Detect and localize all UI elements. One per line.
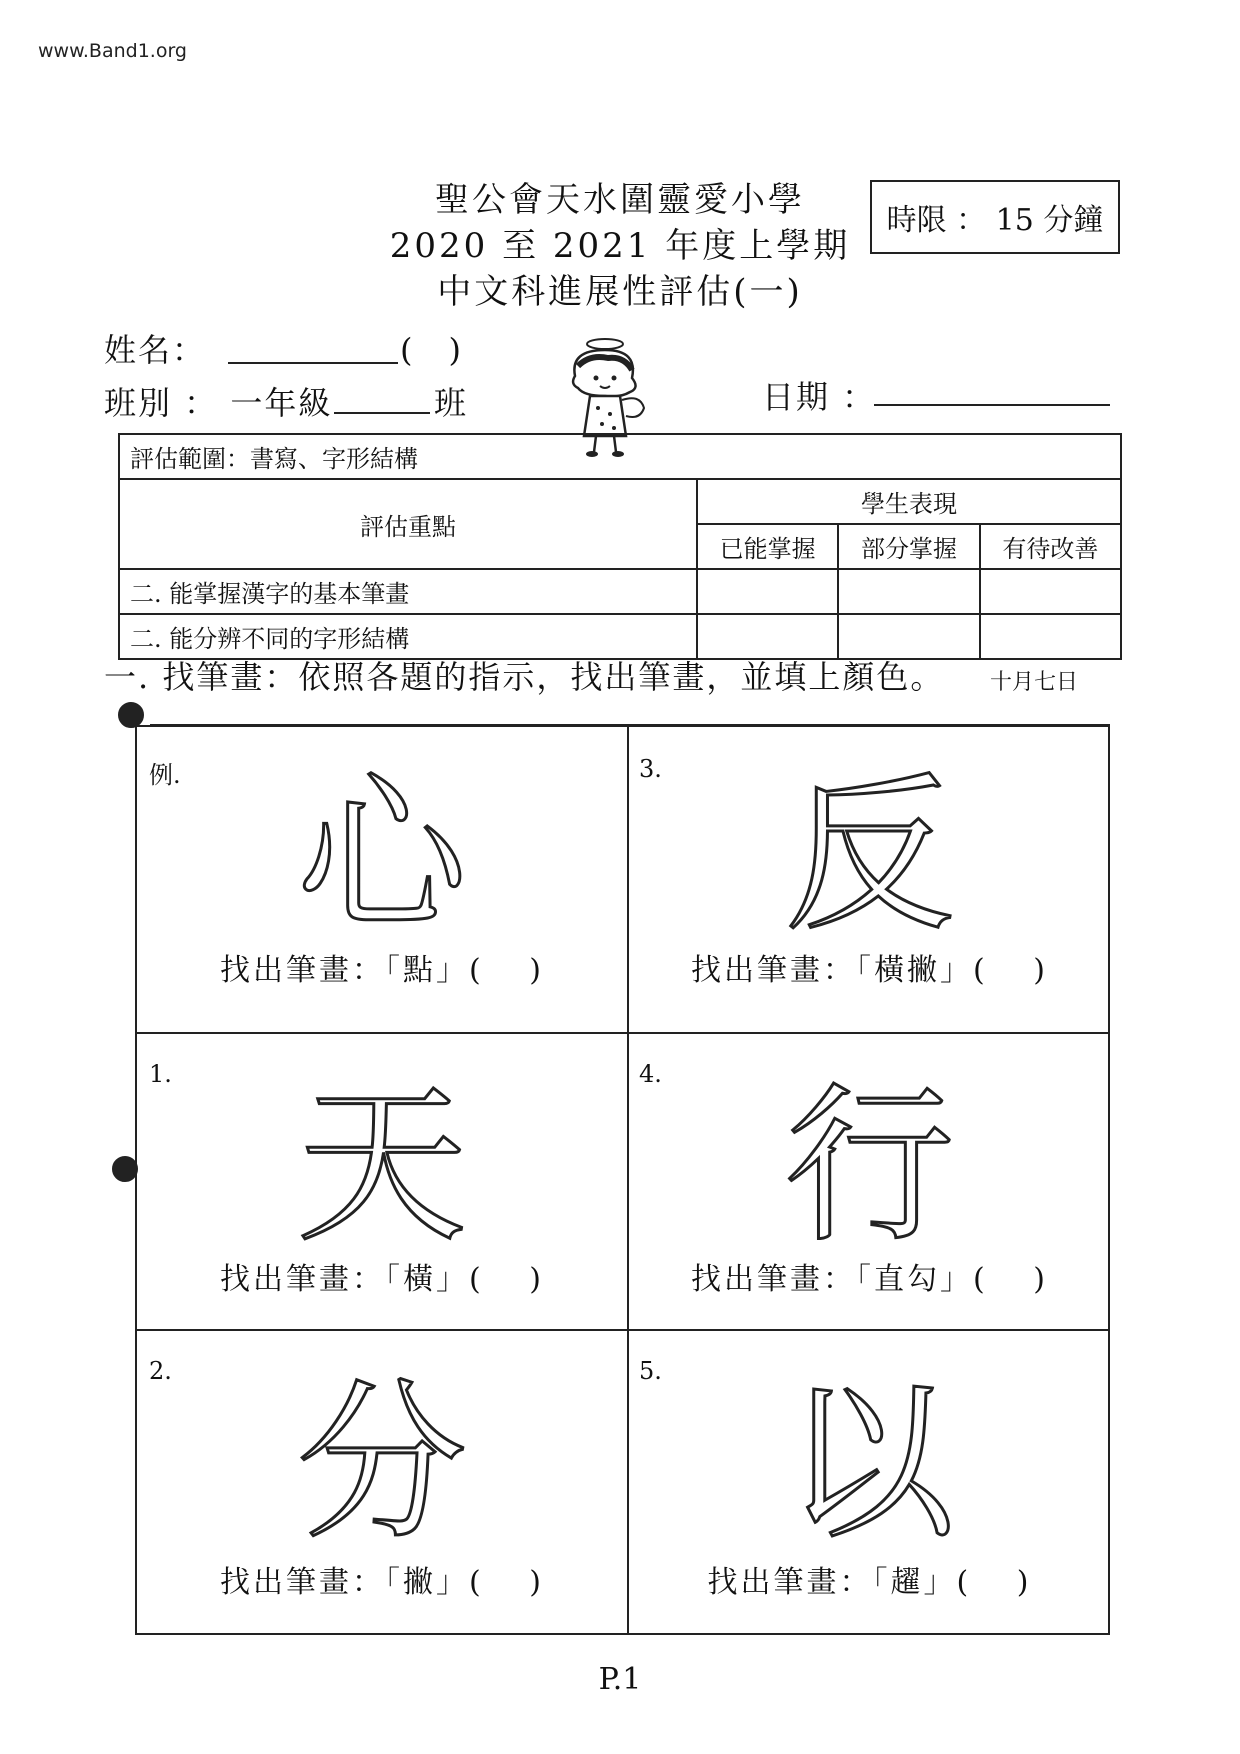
class-suffix: 班 xyxy=(434,384,469,422)
assessment-scope: 評估範圍：書寫、字形結構 xyxy=(119,434,1121,479)
name-label: 姓名： xyxy=(104,331,207,369)
question-number: 2. xyxy=(149,1357,172,1385)
question-grid xyxy=(135,725,1110,1635)
question-prompt: 找出筆畫：「趯」( ) xyxy=(707,1565,1032,1600)
question-number: 5. xyxy=(639,1357,662,1385)
mark-cell[interactable] xyxy=(697,569,838,614)
level-mastered: 已能掌握 xyxy=(697,524,838,569)
mark-cell[interactable] xyxy=(980,569,1121,614)
school-name: 聖公會天水圍靈愛小學 xyxy=(435,180,805,220)
stroke-character[interactable]: 心 xyxy=(296,757,467,955)
stroke-character[interactable]: 分 xyxy=(296,1365,467,1563)
date-line[interactable] xyxy=(874,404,1110,406)
stroke-character[interactable]: 以 xyxy=(784,1365,955,1563)
focus-header: 評估重點 xyxy=(119,479,697,569)
mark-cell[interactable] xyxy=(838,569,979,614)
stroke-character[interactable]: 行 xyxy=(784,1068,955,1266)
focus-item: 二. 能掌握漢字的基本筆畫 xyxy=(119,569,697,614)
question-prompt: 找出筆畫：「橫」( ) xyxy=(220,1262,544,1297)
name-line[interactable] xyxy=(228,362,398,364)
question-cell xyxy=(627,727,1112,1032)
question-cell xyxy=(137,727,627,1032)
performance-header: 學生表現 xyxy=(697,479,1121,524)
question-prompt: 找出筆畫：「直勾」( ) xyxy=(691,1262,1048,1297)
question-prompt: 找出筆畫：「點」( ) xyxy=(220,953,544,988)
class-line[interactable] xyxy=(334,412,430,414)
class-number-paren: ( ) xyxy=(400,331,463,369)
question-cell xyxy=(137,1329,627,1635)
focus-item: 二. 能分辨不同的字形結構 xyxy=(119,614,697,659)
page-number: P.1 xyxy=(598,1662,642,1697)
exam-title: 中文科進展性評估(一) xyxy=(437,272,803,312)
time-limit-box xyxy=(870,180,1120,254)
stroke-character[interactable]: 反 xyxy=(784,757,955,955)
section-title: 一. 找筆畫：依照各題的指示，找出筆畫，並填上顏色。 xyxy=(104,658,945,696)
stroke-character[interactable]: 天 xyxy=(296,1068,467,1266)
question-cell xyxy=(627,1329,1112,1635)
handwritten-date: 十月七日 xyxy=(990,670,1079,695)
question-cell xyxy=(137,1032,627,1329)
level-improve: 有待改善 xyxy=(980,524,1121,569)
assessment-table xyxy=(118,433,1122,660)
time-limit-text: 時限 ： 15 分鐘 xyxy=(886,203,1104,238)
question-prompt: 找出筆畫：「撇」( ) xyxy=(220,1565,544,1600)
website-label: www.Band1.org xyxy=(38,40,187,62)
date-label: 日期 ： xyxy=(762,378,877,416)
question-number: 例. xyxy=(149,761,181,789)
mark-cell[interactable] xyxy=(980,614,1121,659)
school-year: 2020 至 2021 年度上學期 xyxy=(389,226,851,266)
question-prompt: 找出筆畫：「橫撇」( ) xyxy=(691,953,1048,988)
question-number: 3. xyxy=(639,755,662,783)
class-label: 班別 ： 一年級 xyxy=(104,384,333,422)
question-number: 4. xyxy=(639,1060,662,1088)
question-cell xyxy=(627,1032,1112,1329)
question-number: 1. xyxy=(149,1060,172,1088)
level-partial: 部分掌握 xyxy=(838,524,979,569)
table-row xyxy=(119,569,1121,614)
